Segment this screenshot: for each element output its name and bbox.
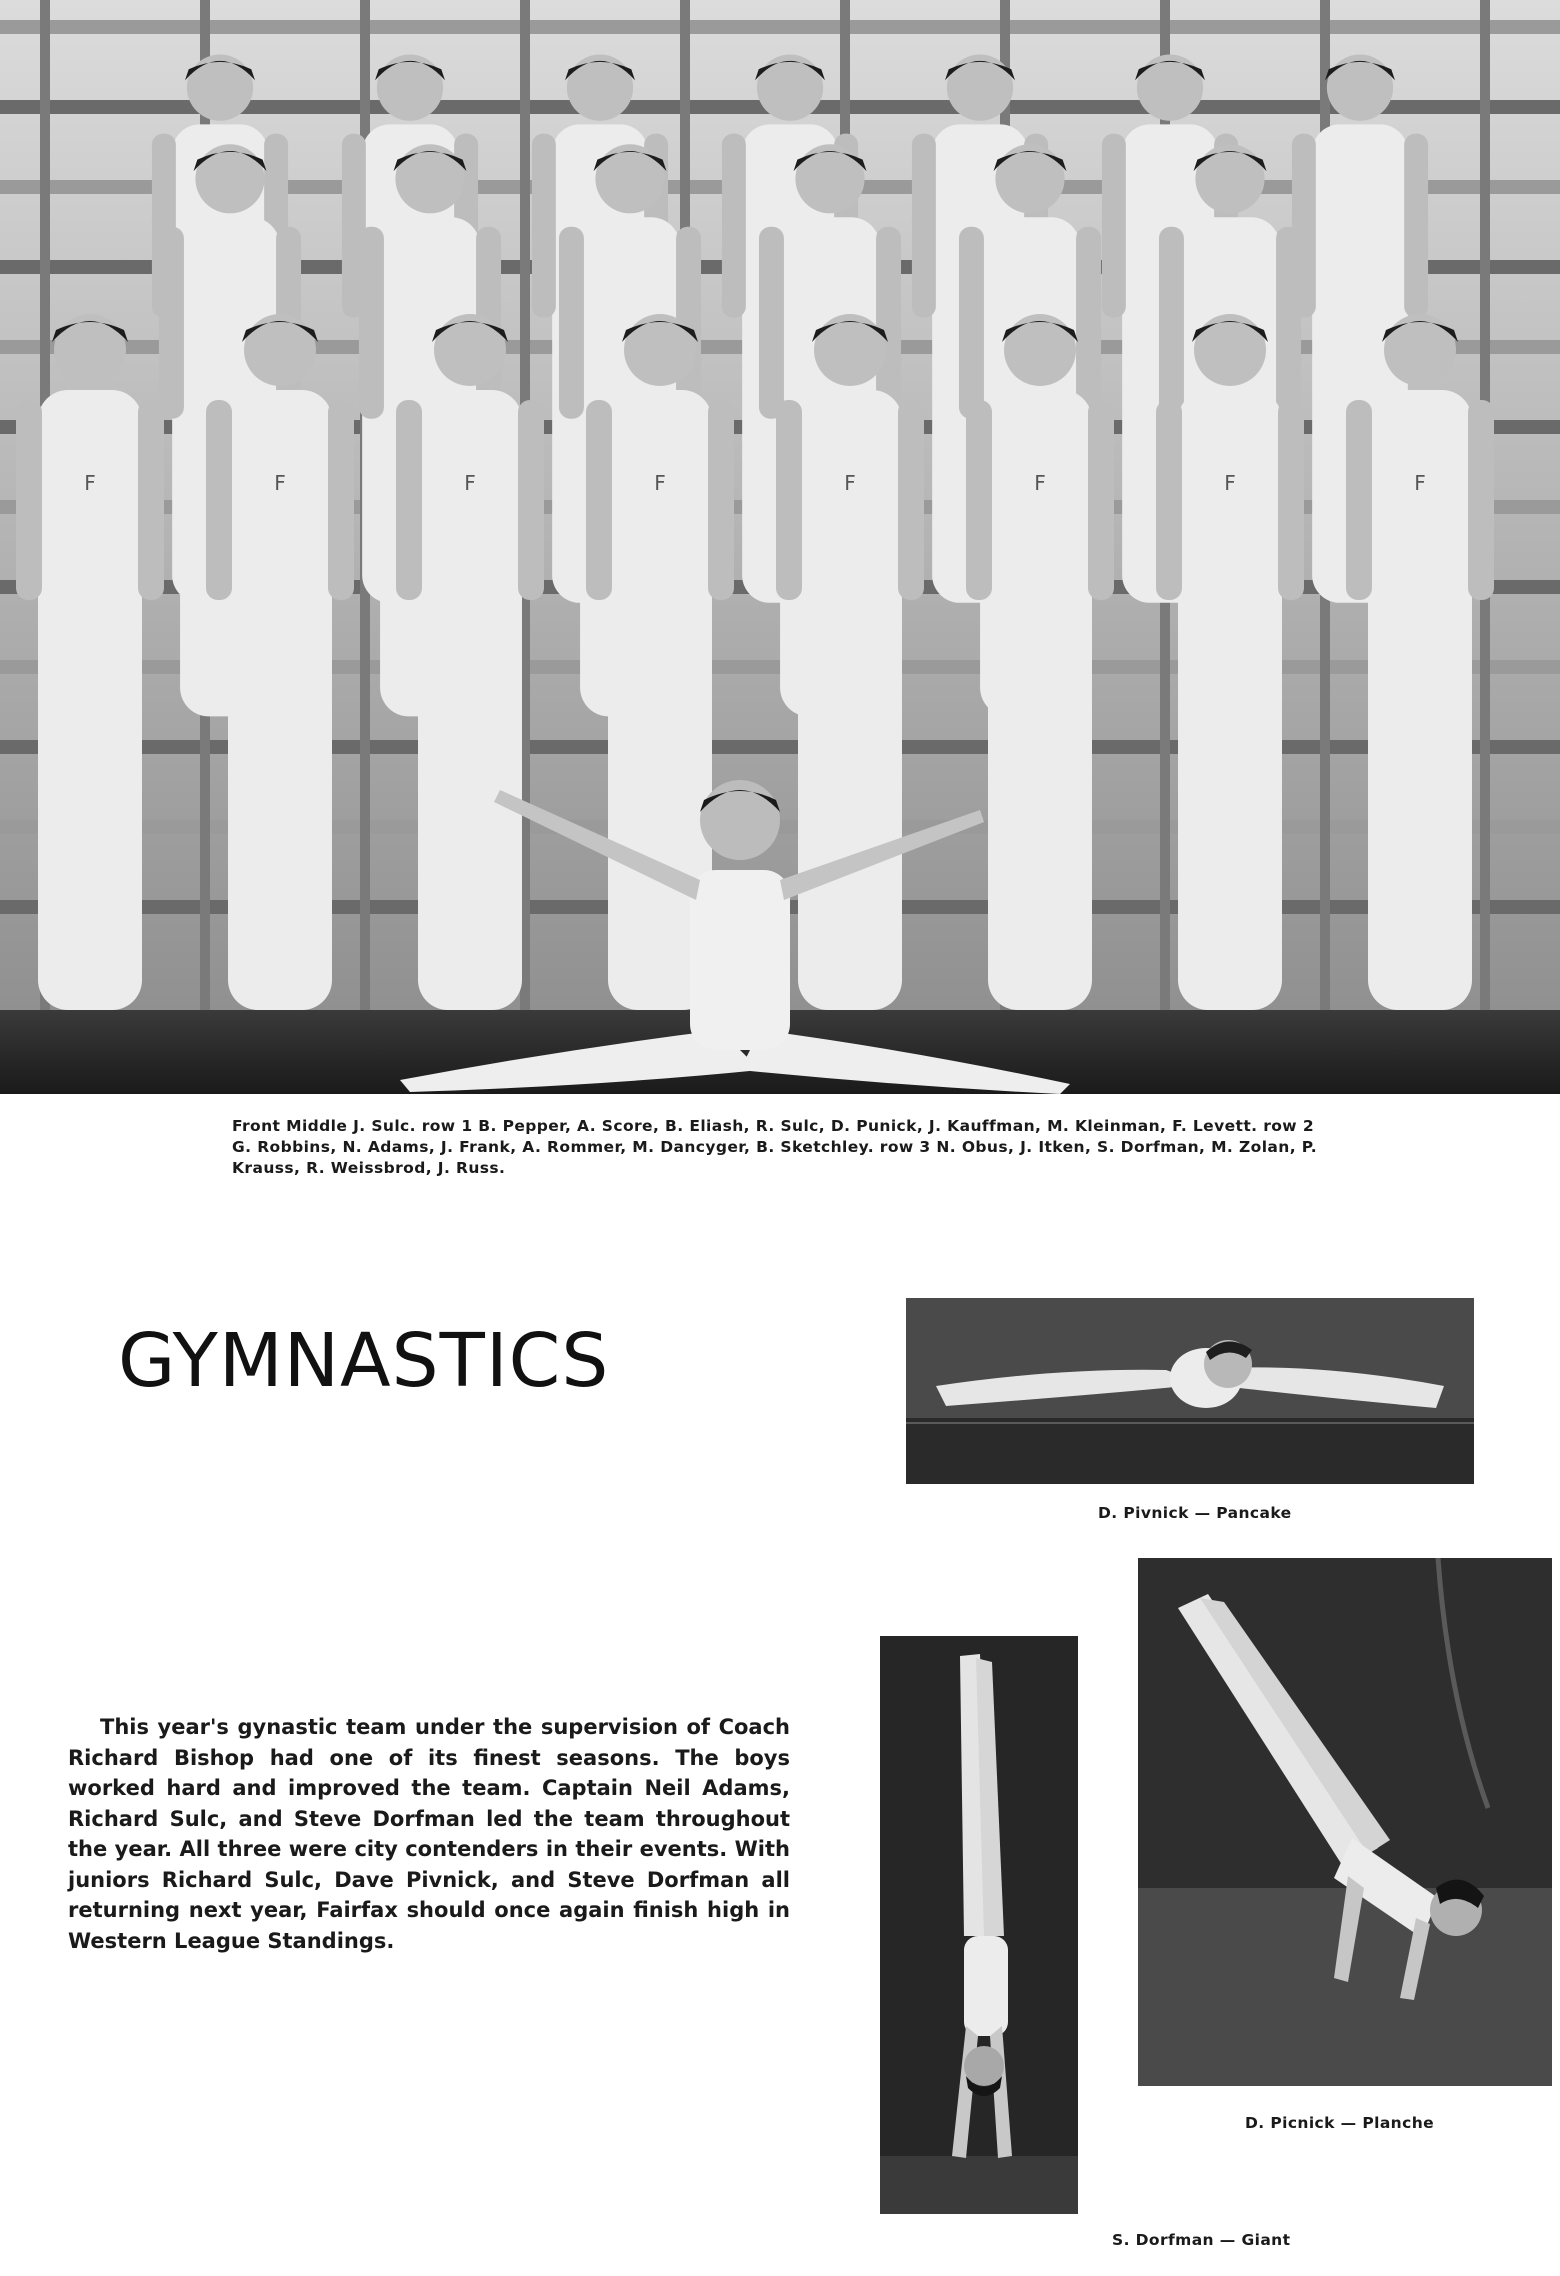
page-title: GYMNASTICS <box>118 1318 610 1404</box>
planche-photo <box>1138 1558 1552 2086</box>
team-member <box>1346 314 1494 1010</box>
jersey-letter: F <box>654 471 666 495</box>
giant-photo <box>880 1636 1078 2214</box>
jersey-letter: F <box>274 471 286 495</box>
planche-photo-caption: D. Picnick — Planche <box>1245 2114 1435 2132</box>
team-member <box>966 314 1114 1010</box>
jersey-letter: F <box>464 471 476 495</box>
jersey-letter: F <box>1034 471 1046 495</box>
jersey-letter: F <box>844 471 856 495</box>
team-member <box>16 314 164 1010</box>
team-member <box>1156 314 1304 1010</box>
article-body: This year's gynastic team under the supervision of Coach Richard Bishop had one of its finest seasons. The boys worked hard and improved the team. Captain Neil Adams, Richard Sulc, and Steve Dorfman led the team throughout the year. All three were city contenders in their events. With juniors Richard Sulc, Dave Pivnick, and Steve Dorfman all returning next year, Fairfax should once again finish high in Western League Standings. <box>68 1715 790 1953</box>
team-member <box>396 314 544 1010</box>
giant-photo-caption: S. Dorfman — Giant <box>1112 2231 1291 2249</box>
team-photo <box>0 0 1560 1094</box>
team-member <box>776 314 924 1010</box>
jersey-letter: F <box>1414 471 1426 495</box>
team-photo-caption: Front Middle J. Sulc. row 1 B. Pepper, A. Score, B. Eliash, R. Sulc, D. Punick, J. Kauffman, M. Kleinman, F. Levett. row 2 G. Robbins, N. Adams, J. Frank, A. Rommer, M. Dancyger, B. Sketchley. row 3 N. Obus, J. Itken, S. Dorfman, M. Zolan, P. Krauss, R. Weissbrod, J. Russ. <box>232 1117 1317 1177</box>
pancake-photo <box>906 1298 1474 1484</box>
pancake-photo-caption: D. Pivnick — Pancake <box>1098 1504 1292 1522</box>
jersey-letter: F <box>84 471 96 495</box>
jersey-letter: F <box>1224 471 1236 495</box>
team-member <box>206 314 354 1010</box>
